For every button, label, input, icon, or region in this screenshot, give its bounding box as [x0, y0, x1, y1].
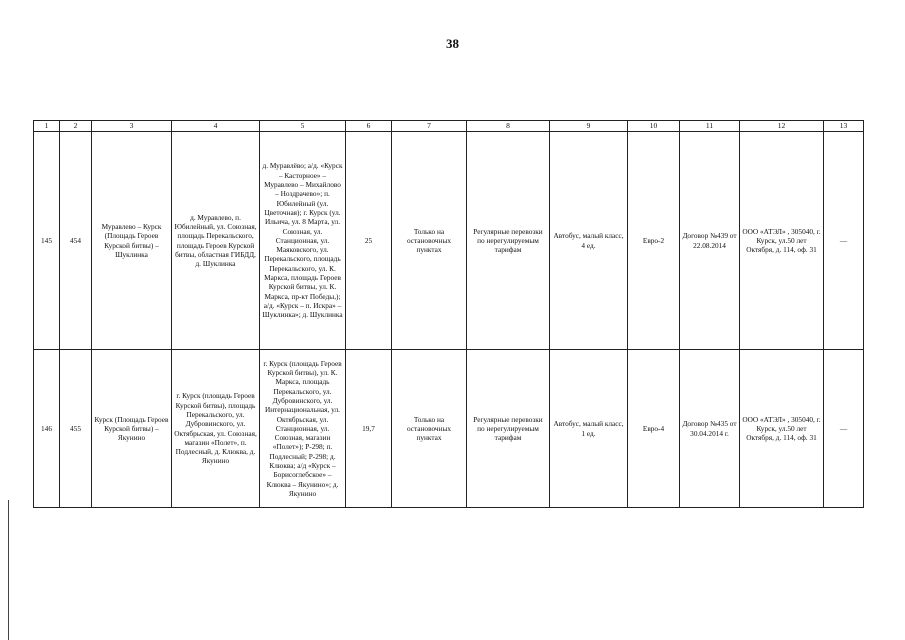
column-number: 5	[260, 121, 346, 132]
length-cell: 25	[346, 132, 392, 350]
route-number-cell: 455	[60, 350, 92, 508]
carrier-cell: ООО «АТЭЛ» , 305040, г. Курск, ул.50 лет Октября, д. 114, оф. 31	[740, 132, 824, 350]
boarding-order-cell: Только на остановочных пунктах	[392, 132, 467, 350]
route-number-cell: 454	[60, 132, 92, 350]
route-name-cell: Курск (Площадь Героев Курской битвы) – Якунино	[92, 350, 172, 508]
contract-cell: Договор №439 от 22.08.2014	[680, 132, 740, 350]
route-table	[33, 120, 864, 508]
vehicle-cell: Автобус, малый класс, 4 ед.	[550, 132, 628, 350]
column-number: 12	[740, 121, 824, 132]
route-name-cell: Муравлево – Курск (Площадь Героев Курской битвы) – Шуклинка	[92, 132, 172, 350]
column-number: 11	[680, 121, 740, 132]
extra-cell: —	[824, 350, 864, 508]
page-number: 38	[446, 36, 459, 51]
transport-type-cell: Регулярные перевозки по нерегулируемым тарифам	[467, 132, 550, 350]
column-number: 3	[92, 121, 172, 132]
eco-class-cell: Евро-2	[628, 132, 680, 350]
column-number: 1	[34, 121, 60, 132]
stops-cell: д. Муравлево, п. Юбилейный, ул. Союзная, площадь Перекальского, площадь Героев Курской битвы, областная ГИБДД, д. Шуклинка	[172, 132, 260, 350]
column-number: 6	[346, 121, 392, 132]
table-row	[34, 132, 864, 350]
column-number: 2	[60, 121, 92, 132]
table-row	[34, 350, 864, 508]
carrier-cell: ООО «АТЭЛ» , 305040, г. Курск, ул.50 лет Октября, д. 114, оф. 31	[740, 350, 824, 508]
row-index-cell: 146	[34, 350, 60, 508]
column-number: 10	[628, 121, 680, 132]
boarding-order-cell: Только на остановочных пунктах	[392, 350, 467, 508]
transport-type-cell: Регулярные перевозки по нерегулируемым тарифам	[467, 350, 550, 508]
stops-cell: г. Курск (площадь Героев Курской битвы), площадь Перекальского, ул. Дубровинского, ул. Октябрьская, ул. Союзная, магазин «Полет», п. Подлесный, д. Клюква, д. Якунино	[172, 350, 260, 508]
contract-cell: Договор №435 от 30.04.2014 г.	[680, 350, 740, 508]
column-number-row	[34, 121, 864, 132]
column-number: 9	[550, 121, 628, 132]
column-number: 8	[467, 121, 550, 132]
extra-cell: —	[824, 132, 864, 350]
scan-edge-line	[8, 500, 9, 640]
column-number: 13	[824, 121, 864, 132]
length-cell: 19,7	[346, 350, 392, 508]
vehicle-cell: Автобус, малый класс, 1 ед.	[550, 350, 628, 508]
eco-class-cell: Евро-4	[628, 350, 680, 508]
row-index-cell: 145	[34, 132, 60, 350]
column-number: 4	[172, 121, 260, 132]
streets-cell: д. Муравлёво; а/д. «Курск – Касторное» – Муравлево – Михайлово – Ноздрачево»; п. Юбилейный (ул. Цветочная); г. Курск (ул. Ильича, ул. 8 Марта, ул. Союзная, ул. Станционная, ул. Маяковского, ул. Перекальского, площадь Перекальского, ул. К. Маркса, площадь Героев Курской битвы, ул. К. Маркса, пр-кт Победы,); а/д. «Курск – п. Искра» – Шуклинка»; д. Шуклинка	[260, 132, 346, 350]
streets-cell: г. Курск (площадь Героев Курской битвы), ул. К. Маркса, площадь Перекальского, ул. Дубровинского, ул. Интернациональная, ул. Октябрьская, ул. Станционная, ул. Союзная, магазин «Полет»); Р-298; п. Подлесный; Р-298; д. Клюква; а/д «Курск – Борисоглебское» – Клюква – Якунино»; д. Якунино	[260, 350, 346, 508]
column-number: 7	[392, 121, 467, 132]
